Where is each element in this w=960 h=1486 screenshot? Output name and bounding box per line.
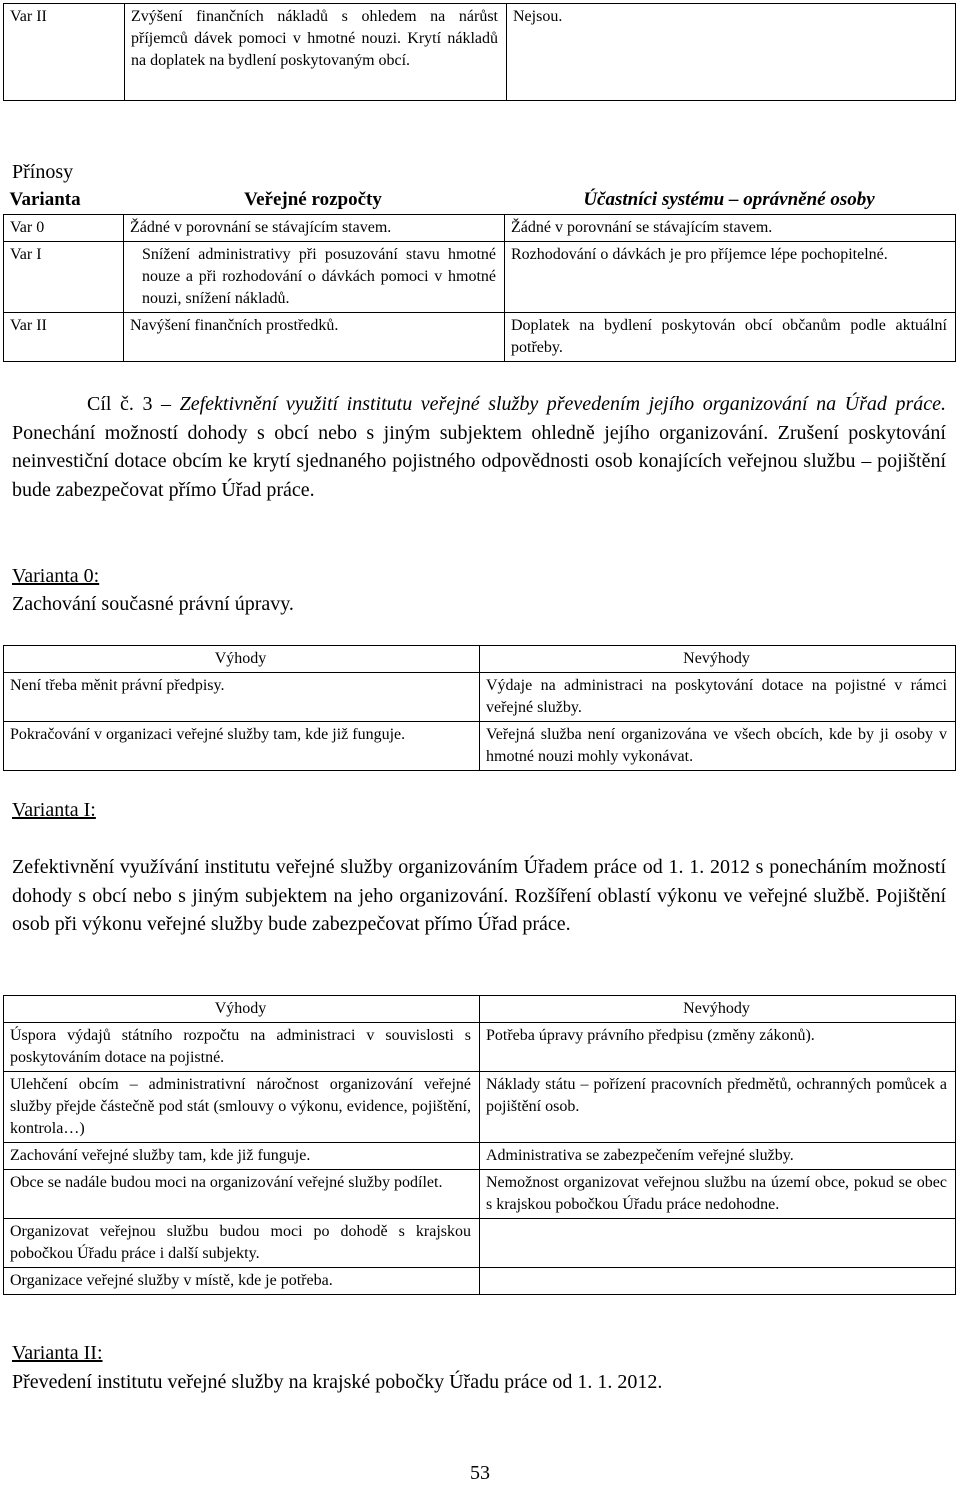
pros-cell: Zachování veřejné služby tam, kde již funguje. bbox=[4, 1143, 480, 1170]
cons-cell: Potřeba úpravy právního předpisu (změny zákonů). bbox=[480, 1023, 956, 1072]
costs-cell: Zvýšení finančních nákladů s ohledem na nárůst příjemců dávek pomoci v hmotné nouzi. Krytí nákladů na doplatek na bydlení poskytovaným obcí. bbox=[125, 4, 507, 101]
goal3-title: Zefektivnění využití institutu veřejné služby převedením jejího organizování na Úřad práce. bbox=[179, 393, 946, 415]
pros-cell: Obce se nadále budou moci na organizování veřejné služby podílet. bbox=[4, 1170, 480, 1219]
table-header-row bbox=[4, 996, 956, 1023]
cons-cell: Nemožnost organizovat veřejnou službu na území obce, pokud se obec s krajskou pobočkou Úřadu práce nedohodne. bbox=[480, 1170, 956, 1219]
table-row bbox=[4, 215, 956, 242]
table-header-row bbox=[4, 646, 956, 673]
table-row bbox=[4, 4, 956, 101]
cons-cell: Výdaje na administraci na poskytování dotace na pojistné v rámci veřejné služby. bbox=[480, 673, 956, 722]
variant2-text: Převedení institutu veřejné služby na krajské pobočky Úřadu práce od 1. 1. 2012. bbox=[12, 1371, 663, 1393]
variant0-heading: Varianta 0: bbox=[12, 565, 100, 587]
table-header-row bbox=[4, 186, 956, 215]
table-row bbox=[4, 1143, 956, 1170]
table-row bbox=[4, 1023, 956, 1072]
variant1-heading: Varianta I: bbox=[12, 799, 96, 821]
page-number: 53 bbox=[470, 1462, 490, 1484]
table-row bbox=[4, 1219, 956, 1268]
budgets-cell: Navýšení finančních prostředků. bbox=[124, 313, 505, 362]
table-row bbox=[4, 242, 956, 313]
risks-cell: Nejsou. bbox=[507, 4, 956, 101]
goal3-paragraph bbox=[12, 390, 946, 504]
cons-cell: Administrativa se zabezpečením veřejné služby. bbox=[480, 1143, 956, 1170]
variant-cell: Var I bbox=[4, 242, 124, 313]
header-pros: Výhody bbox=[4, 646, 480, 673]
table-row bbox=[4, 313, 956, 362]
participants-cell: Doplatek na bydlení poskytován obcí občanům podle aktuální potřeby. bbox=[505, 313, 956, 362]
header-budgets: Veřejné rozpočty bbox=[124, 186, 505, 215]
pros-cell: Není třeba měnit právní předpisy. bbox=[4, 673, 480, 722]
pros-cell: Organizace veřejné služby v místě, kde je potřeba. bbox=[4, 1268, 480, 1295]
header-participants: Účastníci systému – oprávněné osoby bbox=[505, 186, 956, 215]
table-row bbox=[4, 1268, 956, 1295]
variant1-text: Zefektivnění využívání institutu veřejné služby organizováním Úřadem práce od 1. 1. 2012 s ponecháním možností dohody s obcí nebo s jiným subjektem na jeho organizování. Rozšíření oblastí výkonu ve veřejné službě. Pojištění osob při výkonu veřejné služby bude zabezpečovat přímo Úřad práce. bbox=[12, 856, 946, 935]
costs-table-continuation bbox=[3, 3, 956, 101]
table-row bbox=[4, 1072, 956, 1143]
pros-cell: Ulehčení obcím – administrativní náročnost organizování veřejné služby přejde částečně pod stát (smlouvy o výkonu, evidence, pojištění, kontrola…) bbox=[4, 1072, 480, 1143]
participants-cell: Žádné v porovnání se stávajícím stavem. bbox=[505, 215, 956, 242]
cons-cell: Náklady státu – pořízení pracovních předmětů, ochranných pomůcek a pojištění osob. bbox=[480, 1072, 956, 1143]
header-cons: Nevýhody bbox=[480, 646, 956, 673]
variant-cell: Var 0 bbox=[4, 215, 124, 242]
budgets-cell: Snížení administrativy při posuzování stavu hmotné nouze a při rozhodování o dávkách pomoci v hmotné nouzi, snížení nákladů. bbox=[124, 242, 505, 313]
benefits-table bbox=[3, 186, 956, 362]
table-row bbox=[4, 673, 956, 722]
pros-cell: Organizovat veřejnou službu budou moci po dohodě s krajskou pobočkou Úřadu práce i další subjekty. bbox=[4, 1219, 480, 1268]
header-variant: Varianta bbox=[4, 186, 124, 215]
cons-cell bbox=[480, 1268, 956, 1295]
variant0-text: Zachování současné právní úpravy. bbox=[12, 593, 294, 615]
variant-cell: Var II bbox=[4, 4, 125, 101]
cons-cell bbox=[480, 1219, 956, 1268]
variant2-heading: Varianta II: bbox=[12, 1342, 103, 1364]
table-row bbox=[4, 722, 956, 771]
table-row bbox=[4, 1170, 956, 1219]
budgets-cell: Žádné v porovnání se stávajícím stavem. bbox=[124, 215, 505, 242]
cons-cell: Veřejná služba není organizována ve všech obcích, kde by ji osoby v hmotné nouzi mohly vykonávat. bbox=[480, 722, 956, 771]
benefits-title: Přínosy bbox=[12, 161, 74, 183]
participants-cell: Rozhodování o dávkách je pro příjemce lépe pochopitelné. bbox=[505, 242, 956, 313]
pros-cell: Pokračování v organizaci veřejné služby tam, kde již funguje. bbox=[4, 722, 480, 771]
goal3-prefix: Cíl č. 3 – bbox=[87, 393, 180, 415]
goal3-body: Ponechání možností dohody s obcí nebo s jiným subjektem ohledně jejího organizování. Zrušení poskytování neinvestiční dotace obcím ke krytí sjednaného pojistného odpovědnosti osob konajících veřejnou službu – pojištění bude zabezpečovat přímo Úřad práce. bbox=[12, 421, 946, 501]
variant-cell: Var II bbox=[4, 313, 124, 362]
variant1-table bbox=[3, 995, 956, 1295]
header-pros: Výhody bbox=[4, 996, 480, 1023]
pros-cell: Úspora výdajů státního rozpočtu na administraci v souvislosti s poskytováním dotace na pojistné. bbox=[4, 1023, 480, 1072]
variant0-table bbox=[3, 645, 956, 771]
header-cons: Nevýhody bbox=[480, 996, 956, 1023]
